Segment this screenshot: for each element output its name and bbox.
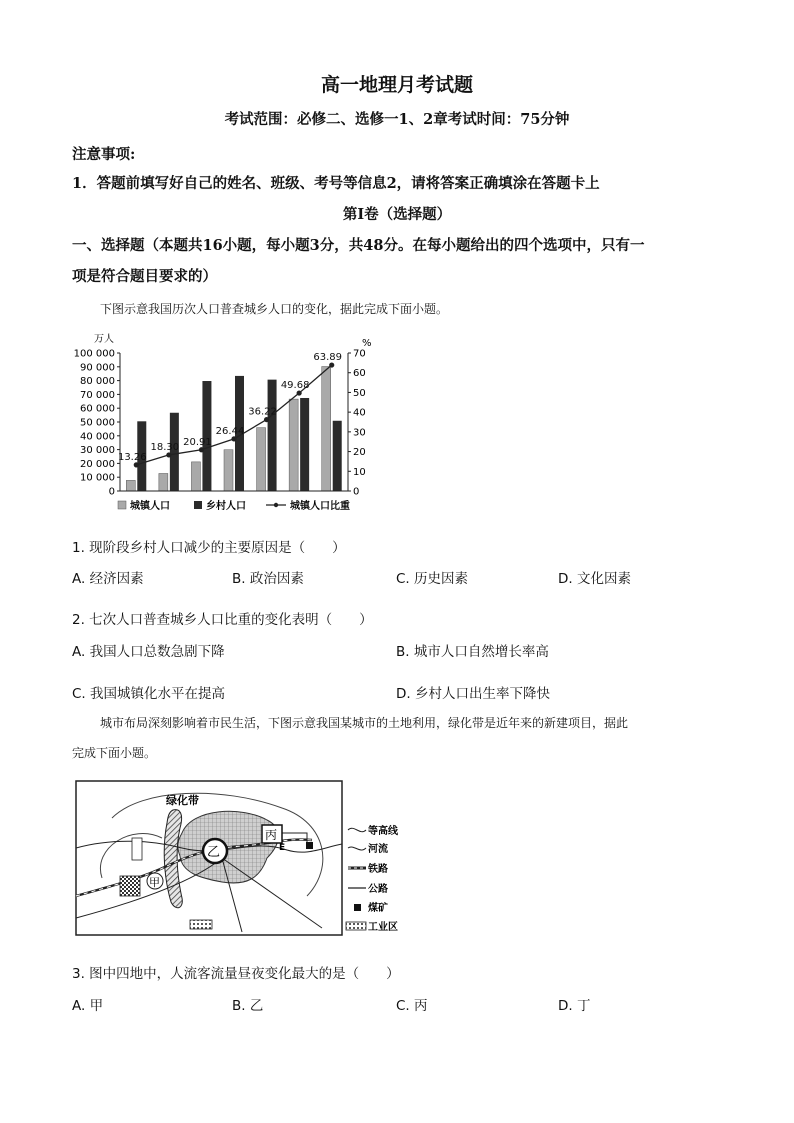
legend-label-ratio: 城镇人口比重: [290, 501, 350, 512]
urban-ratio-label: 20.91: [183, 436, 212, 448]
y-axis-left-unit: 万人: [94, 334, 114, 345]
y-left-tick-label: 20 000: [80, 458, 115, 470]
urban-ratio-point: [297, 390, 302, 395]
urban-ratio-point: [329, 362, 334, 367]
bar-urban-population: [191, 462, 200, 491]
legend-coal-mine: 煤矿: [368, 903, 388, 914]
q2-option-c[interactable]: C. 我国城镇化水平在提高: [72, 686, 226, 702]
legend-swatch-rural: [194, 501, 202, 509]
urban-ratio-label: 36.22: [248, 406, 277, 418]
question-2-stem: 2. 七次人口普查城乡人口比重的变化表明（ ）: [72, 612, 373, 628]
urban-ratio-label: 18.30: [150, 441, 180, 453]
q2-option-b[interactable]: B. 城市人口自然增长率高: [396, 644, 549, 660]
bar-urban-population: [322, 367, 331, 491]
label-jia: 甲: [149, 876, 160, 889]
y-right-tick-label: 60: [353, 368, 366, 380]
y-left-tick-label: 10 000: [80, 472, 115, 484]
y-left-tick-label: 90 000: [80, 362, 115, 374]
bar-rural-population: [268, 380, 277, 491]
legend-swatch-urban: [118, 501, 126, 509]
y-right-tick-label: 30: [353, 427, 366, 439]
y-right-tick-label: 0: [353, 486, 360, 498]
q1-option-d[interactable]: D. 文化因素: [558, 571, 631, 587]
urban-ratio-label: 63.89: [313, 352, 343, 364]
intro-land-use-line1: 城市布局深刻影响着市民生活，下图示意我国某城市的土地利用，绿化带是近年来的新建项目，据此: [100, 716, 629, 730]
q2-option-d[interactable]: D. 乡村人口出生率下降快: [396, 686, 550, 702]
legend-railway: 铁路: [368, 864, 388, 875]
q3-option-a[interactable]: A. 甲: [72, 998, 104, 1014]
q3-option-d[interactable]: D. 丁: [558, 998, 591, 1014]
intro-land-use-line2: 完成下面小题。: [72, 746, 157, 760]
y-left-tick-label: 50 000: [80, 417, 115, 429]
legend-river: 河流: [368, 844, 388, 855]
urban-ratio-point: [199, 447, 204, 452]
q3-option-b[interactable]: B. 乙: [232, 998, 264, 1014]
bar-rural-population: [333, 421, 342, 491]
q1-option-a[interactable]: A. 经济因素: [72, 571, 144, 587]
label-yi: 乙: [207, 845, 221, 860]
legend-road: 公路: [368, 884, 388, 895]
land-use-map: [72, 778, 417, 940]
q1-option-b[interactable]: B. 政治因素: [232, 571, 304, 587]
volume-heading: 第Ⅰ卷（选择题）: [342, 206, 452, 223]
y-left-tick-label: 0: [108, 486, 115, 498]
legend-label-rural: 乡村人口: [206, 501, 246, 512]
label-green-belt: 绿化带: [166, 794, 199, 807]
page-title: 高一地理月考试题: [320, 74, 473, 96]
y-axis-right-unit: %: [362, 338, 372, 349]
coal-mine-symbol: [306, 842, 313, 849]
y-right-tick-label: 20: [353, 447, 366, 459]
bar-urban-population: [126, 480, 135, 491]
urban-ratio-point: [264, 417, 269, 422]
chart-axes: [117, 353, 348, 491]
y-right-tick-label: 70: [353, 348, 366, 360]
label-ding: E: [279, 843, 286, 853]
legend-industrial: 工业区: [368, 922, 398, 933]
population-chart: [72, 326, 382, 520]
urban-ratio-point: [134, 462, 139, 467]
notes-heading: 注意事项:: [72, 146, 136, 163]
industrial-area: [120, 876, 140, 896]
y-left-tick-label: 70 000: [80, 389, 115, 401]
y-right-tick-label: 10: [353, 466, 366, 478]
bar-rural-population: [300, 398, 309, 491]
y-left-tick-label: 60 000: [80, 403, 115, 415]
y-left-tick-label: 100 000: [73, 348, 115, 360]
urban-ratio-point: [166, 452, 171, 457]
q2-option-a[interactable]: A. 我国人口总数急剧下降: [72, 644, 225, 660]
urban-ratio-label: 13.26: [117, 451, 147, 463]
legend-label-urban: 城镇人口: [130, 501, 170, 512]
y-left-tick-label: 80 000: [80, 376, 115, 388]
legend-swatch-ratio-point: [274, 503, 278, 507]
exam-scope: 考试范围：必修二、选修一1、2章考试时间：75分钟: [224, 111, 570, 128]
y-right-tick-label: 40: [353, 407, 366, 419]
bar-urban-population: [289, 399, 298, 491]
y-left-tick-label: 40 000: [80, 431, 115, 443]
urban-ratio-label: 49.68: [280, 380, 310, 392]
legend-contour: 等高线: [368, 826, 398, 837]
map-legend: [346, 824, 399, 933]
section-instructions-line2: 项是符合题目要求的）: [72, 268, 217, 285]
q3-option-c[interactable]: C. 丙: [396, 998, 428, 1014]
bar-urban-population: [224, 450, 233, 491]
industrial-area: [190, 920, 212, 929]
industrial-area: [132, 838, 142, 860]
bar-urban-population: [159, 473, 168, 491]
y-right-tick-label: 50: [353, 387, 366, 399]
urban-ratio-label: 26.44: [215, 425, 245, 437]
section-instructions-line1: 一、选择题（本题共16小题，每小题3分，共48分。在每小题给出的四个选项中，只有一: [72, 237, 645, 254]
urban-ratio-point: [231, 436, 236, 441]
intro-population-chart: 下图示意我国历次人口普查城乡人口的变化，据此完成下面小题。: [100, 302, 449, 316]
q1-option-c[interactable]: C. 历史因素: [396, 571, 469, 587]
notes-item-1: 1．答题前填写好自己的姓名、班级、考号等信息2，请将答案正确填涂在答题卡上: [72, 175, 600, 192]
y-left-tick-label: 30 000: [80, 445, 115, 457]
question-3-stem: 3. 图中四地中，人流客流量昼夜变化最大的是（ ）: [72, 966, 400, 982]
label-bing: 丙: [265, 828, 278, 842]
bar-urban-population: [257, 428, 266, 491]
question-1-stem: 1. 现阶段乡村人口减少的主要原因是（ ）: [72, 540, 346, 556]
